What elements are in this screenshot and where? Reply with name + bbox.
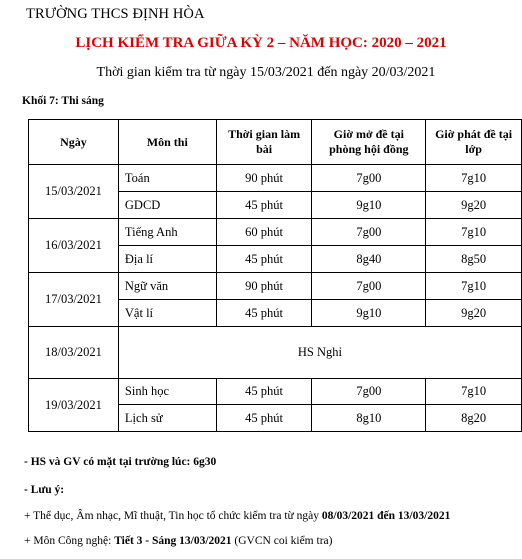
duration-cell: 90 phút xyxy=(216,165,312,192)
header-subject: Môn thi xyxy=(118,120,216,165)
day-off-cell: HS Nghỉ xyxy=(118,327,521,379)
table-row xyxy=(29,219,522,246)
subject-cell: Lịch sử xyxy=(118,405,216,432)
table-row xyxy=(29,165,522,192)
duration-cell: 45 phút xyxy=(216,379,312,405)
date-cell: 19/03/2021 xyxy=(29,379,119,432)
deliver-time-cell: 7g10 xyxy=(426,273,522,300)
exam-period: Thời gian kiểm tra từ ngày 15/03/2021 đến ngày 20/03/2021 xyxy=(96,65,436,80)
open-time-cell: 7g00 xyxy=(312,219,426,246)
table-header-row xyxy=(29,120,522,165)
open-time-cell: 7g00 xyxy=(312,379,426,405)
table-row xyxy=(29,327,522,379)
date-cell: 18/03/2021 xyxy=(29,327,119,379)
header-open-time: Giờ mở đề tại phòng hội đồng xyxy=(312,120,426,165)
page-title: LỊCH KIỂM TRA GIỮA KỲ 2 – NĂM HỌC: 2020 – 2021 xyxy=(75,35,447,51)
deliver-time-cell: 9g20 xyxy=(426,192,522,219)
subject-cell: Tiếng Anh xyxy=(118,219,216,246)
duration-cell: 90 phút xyxy=(216,273,312,300)
pe-note-text: + Thể dục, Âm nhạc, Mĩ thuật, Tin học tổ chức kiểm tra từ ngày xyxy=(24,510,322,522)
pe-note xyxy=(24,510,450,522)
exam-schedule-table xyxy=(28,119,522,432)
tech-note-time: Tiết 3 - Sáng 13/03/2021 xyxy=(114,535,232,547)
open-time-cell: 8g10 xyxy=(312,405,426,432)
tech-note xyxy=(24,535,332,547)
header-deliver-time: Giờ phát đề tại lớp xyxy=(426,120,522,165)
deliver-time-cell: 7g10 xyxy=(426,379,522,405)
date-cell: 16/03/2021 xyxy=(29,219,119,273)
deliver-time-cell: 8g20 xyxy=(426,405,522,432)
subject-cell: Sinh học xyxy=(118,379,216,405)
deliver-time-cell: 7g10 xyxy=(426,219,522,246)
deliver-time-cell: 9g20 xyxy=(426,300,522,327)
duration-cell: 45 phút xyxy=(216,246,312,273)
deliver-time-cell: 8g50 xyxy=(426,246,522,273)
header-date: Ngày xyxy=(29,120,119,165)
open-time-cell: 7g00 xyxy=(312,273,426,300)
pe-note-dates: 08/03/2021 đến 13/03/2021 xyxy=(321,510,451,522)
date-cell: 17/03/2021 xyxy=(29,273,119,327)
subject-cell: Toán xyxy=(118,165,216,192)
duration-cell: 60 phút xyxy=(216,219,312,246)
duration-cell: 45 phút xyxy=(216,192,312,219)
subject-cell: GDCD xyxy=(118,192,216,219)
attention-heading: - Lưu ý: xyxy=(24,484,65,496)
table-row xyxy=(29,379,522,405)
subject-cell: Vật lí xyxy=(118,300,216,327)
tech-note-prefix: + Môn Công nghệ: xyxy=(24,535,115,547)
tech-note-suffix: (GVCN coi kiểm tra) xyxy=(231,535,333,547)
open-time-cell: 8g40 xyxy=(312,246,426,273)
table-row xyxy=(29,273,522,300)
grade-label: Khối 7: Thi sáng xyxy=(22,95,104,107)
school-name: TRƯỜNG THCS ĐỊNH HÒA xyxy=(26,6,205,22)
duration-cell: 45 phút xyxy=(216,300,312,327)
subject-cell: Ngữ văn xyxy=(118,273,216,300)
duration-cell: 45 phút xyxy=(216,405,312,432)
header-duration: Thời gian làm bài xyxy=(216,120,312,165)
subject-cell: Địa lí xyxy=(118,246,216,273)
open-time-cell: 9g10 xyxy=(312,192,426,219)
open-time-cell: 9g10 xyxy=(312,300,426,327)
attendance-note: - HS và GV có mặt tại trường lúc: 6g30 xyxy=(24,456,217,468)
open-time-cell: 7g00 xyxy=(312,165,426,192)
deliver-time-cell: 7g10 xyxy=(426,165,522,192)
date-cell: 15/03/2021 xyxy=(29,165,119,219)
